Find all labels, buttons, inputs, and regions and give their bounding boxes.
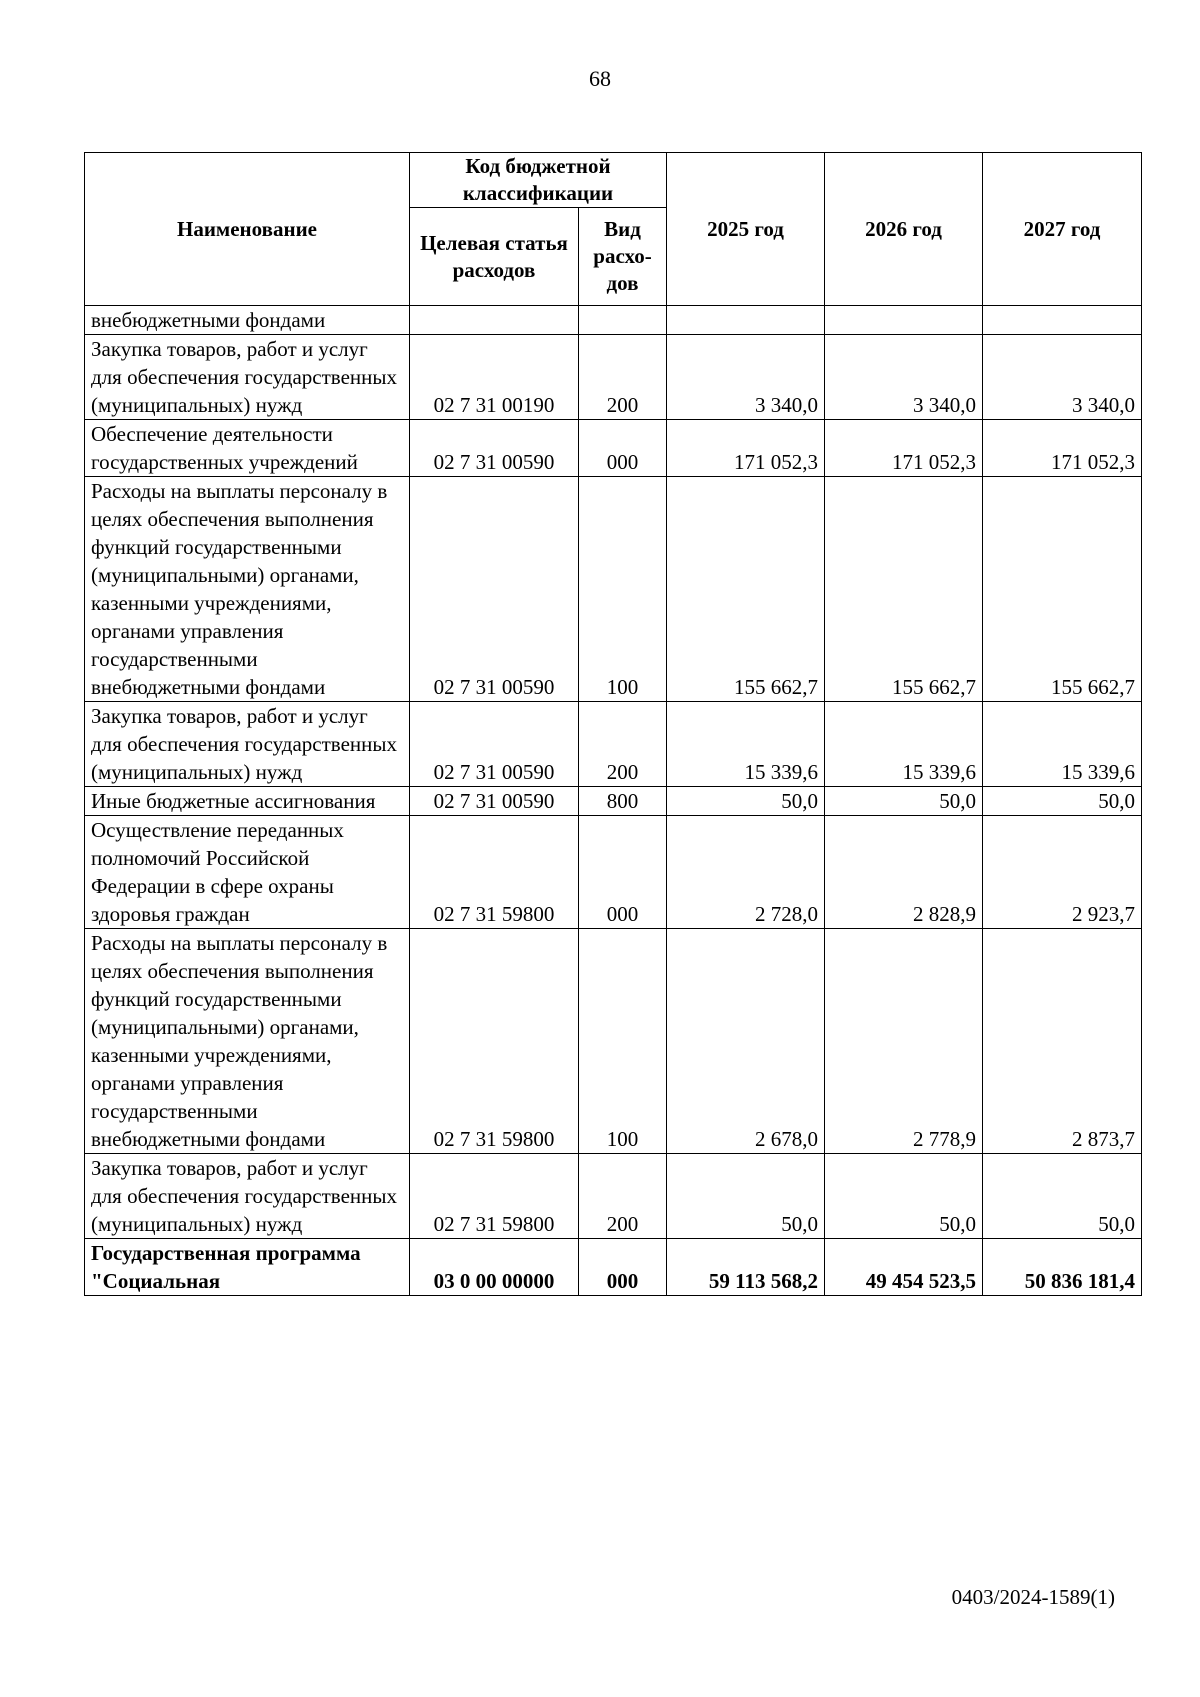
- row-name-cell: Иные бюджетные ассигнования: [85, 787, 410, 816]
- row-target-code-cell: 03 0 00 00000: [410, 1239, 579, 1296]
- row-expense-type-cell: 200: [579, 702, 667, 787]
- header-2025: 2025 год: [667, 153, 825, 306]
- header-expense-type: Вид расхо-дов: [579, 208, 667, 306]
- budget-table: [84, 152, 1142, 1296]
- row-2025-cell: 155 662,7: [667, 477, 825, 702]
- row-name-cell: Осуществление переданных полномочий Российской Федерации в сфере охраны здоровья граждан: [85, 816, 410, 929]
- row-target-code-cell: 02 7 31 00190: [410, 335, 579, 420]
- row-name-cell: Государственная программа "Социальная: [85, 1239, 410, 1296]
- row-2027-cell: 50,0: [983, 787, 1142, 816]
- row-target-code-cell: 02 7 31 00590: [410, 787, 579, 816]
- table-row: [85, 477, 1142, 702]
- row-2027-cell: 50,0: [983, 1154, 1142, 1239]
- table-row: [85, 335, 1142, 420]
- row-2027-cell: 50 836 181,4: [983, 1239, 1142, 1296]
- row-expense-type-cell: 200: [579, 335, 667, 420]
- row-2027-cell: 3 340,0: [983, 335, 1142, 420]
- document-code: 0403/2024-1589(1): [951, 1585, 1115, 1609]
- table-row: [85, 929, 1142, 1154]
- table-row: [85, 702, 1142, 787]
- row-target-code-cell: 02 7 31 59800: [410, 1154, 579, 1239]
- row-name-cell: Обеспечение деятельности государственных учреждений: [85, 420, 410, 477]
- row-expense-type-cell: 000: [579, 420, 667, 477]
- row-2025-cell: 171 052,3: [667, 420, 825, 477]
- row-2025-cell: 2 678,0: [667, 929, 825, 1154]
- row-target-code-cell: [410, 306, 579, 335]
- row-target-code-cell: 02 7 31 00590: [410, 702, 579, 787]
- table-row: [85, 306, 1142, 335]
- header-2026: 2026 год: [825, 153, 983, 306]
- row-expense-type-cell: 000: [579, 1239, 667, 1296]
- row-2025-cell: 59 113 568,2: [667, 1239, 825, 1296]
- row-target-code-cell: 02 7 31 00590: [410, 420, 579, 477]
- row-name-cell: Закупка товаров, работ и услуг для обеспечения государственных (муниципальных) нужд: [85, 335, 410, 420]
- row-2025-cell: 2 728,0: [667, 816, 825, 929]
- row-2027-cell: 155 662,7: [983, 477, 1142, 702]
- row-2026-cell: 15 339,6: [825, 702, 983, 787]
- row-2025-cell: 50,0: [667, 787, 825, 816]
- row-name-cell: внебюджетными фондами: [85, 306, 410, 335]
- row-target-code-cell: 02 7 31 59800: [410, 816, 579, 929]
- row-2027-cell: 2 873,7: [983, 929, 1142, 1154]
- row-2026-cell: [825, 306, 983, 335]
- row-2027-cell: 15 339,6: [983, 702, 1142, 787]
- table-row: [85, 816, 1142, 929]
- row-2026-cell: 50,0: [825, 1154, 983, 1239]
- table-row: [85, 1239, 1142, 1296]
- row-expense-type-cell: 100: [579, 929, 667, 1154]
- table-header: [85, 153, 1142, 306]
- row-target-code-cell: 02 7 31 00590: [410, 477, 579, 702]
- row-expense-type-cell: [579, 306, 667, 335]
- row-target-code-cell: 02 7 31 59800: [410, 929, 579, 1154]
- row-2026-cell: 2 828,9: [825, 816, 983, 929]
- table-row: [85, 787, 1142, 816]
- row-expense-type-cell: 000: [579, 816, 667, 929]
- header-kbk: Код бюджетной классификации: [410, 153, 667, 208]
- row-2026-cell: 2 778,9: [825, 929, 983, 1154]
- row-2025-cell: 50,0: [667, 1154, 825, 1239]
- table-row: [85, 1154, 1142, 1239]
- row-name-cell: Закупка товаров, работ и услуг для обеспечения государственных (муниципальных) нужд: [85, 1154, 410, 1239]
- row-2027-cell: [983, 306, 1142, 335]
- table-row: [85, 420, 1142, 477]
- row-name-cell: Расходы на выплаты персоналу в целях обеспечения выполнения функций государственными (муниципальными) органами, казенными учреждениями, органами управления государственными внебюджетными фондами: [85, 929, 410, 1154]
- row-expense-type-cell: 200: [579, 1154, 667, 1239]
- row-2026-cell: 50,0: [825, 787, 983, 816]
- header-name: Наименование: [85, 153, 410, 306]
- row-expense-type-cell: 100: [579, 477, 667, 702]
- page-number: 68: [589, 66, 611, 91]
- row-2027-cell: 2 923,7: [983, 816, 1142, 929]
- row-2026-cell: 49 454 523,5: [825, 1239, 983, 1296]
- row-2026-cell: 155 662,7: [825, 477, 983, 702]
- header-2027: 2027 год: [983, 153, 1142, 306]
- row-2025-cell: 3 340,0: [667, 335, 825, 420]
- row-2025-cell: [667, 306, 825, 335]
- header-target-article: Целевая статья расходов: [410, 208, 579, 306]
- row-expense-type-cell: 800: [579, 787, 667, 816]
- row-2027-cell: 171 052,3: [983, 420, 1142, 477]
- row-name-cell: Закупка товаров, работ и услуг для обеспечения государственных (муниципальных) нужд: [85, 702, 410, 787]
- table-body: [85, 306, 1142, 1296]
- row-2026-cell: 3 340,0: [825, 335, 983, 420]
- row-name-cell: Расходы на выплаты персоналу в целях обеспечения выполнения функций государственными (муниципальными) органами, казенными учреждениями, органами управления государственными внебюджетными фондами: [85, 477, 410, 702]
- row-2025-cell: 15 339,6: [667, 702, 825, 787]
- row-2026-cell: 171 052,3: [825, 420, 983, 477]
